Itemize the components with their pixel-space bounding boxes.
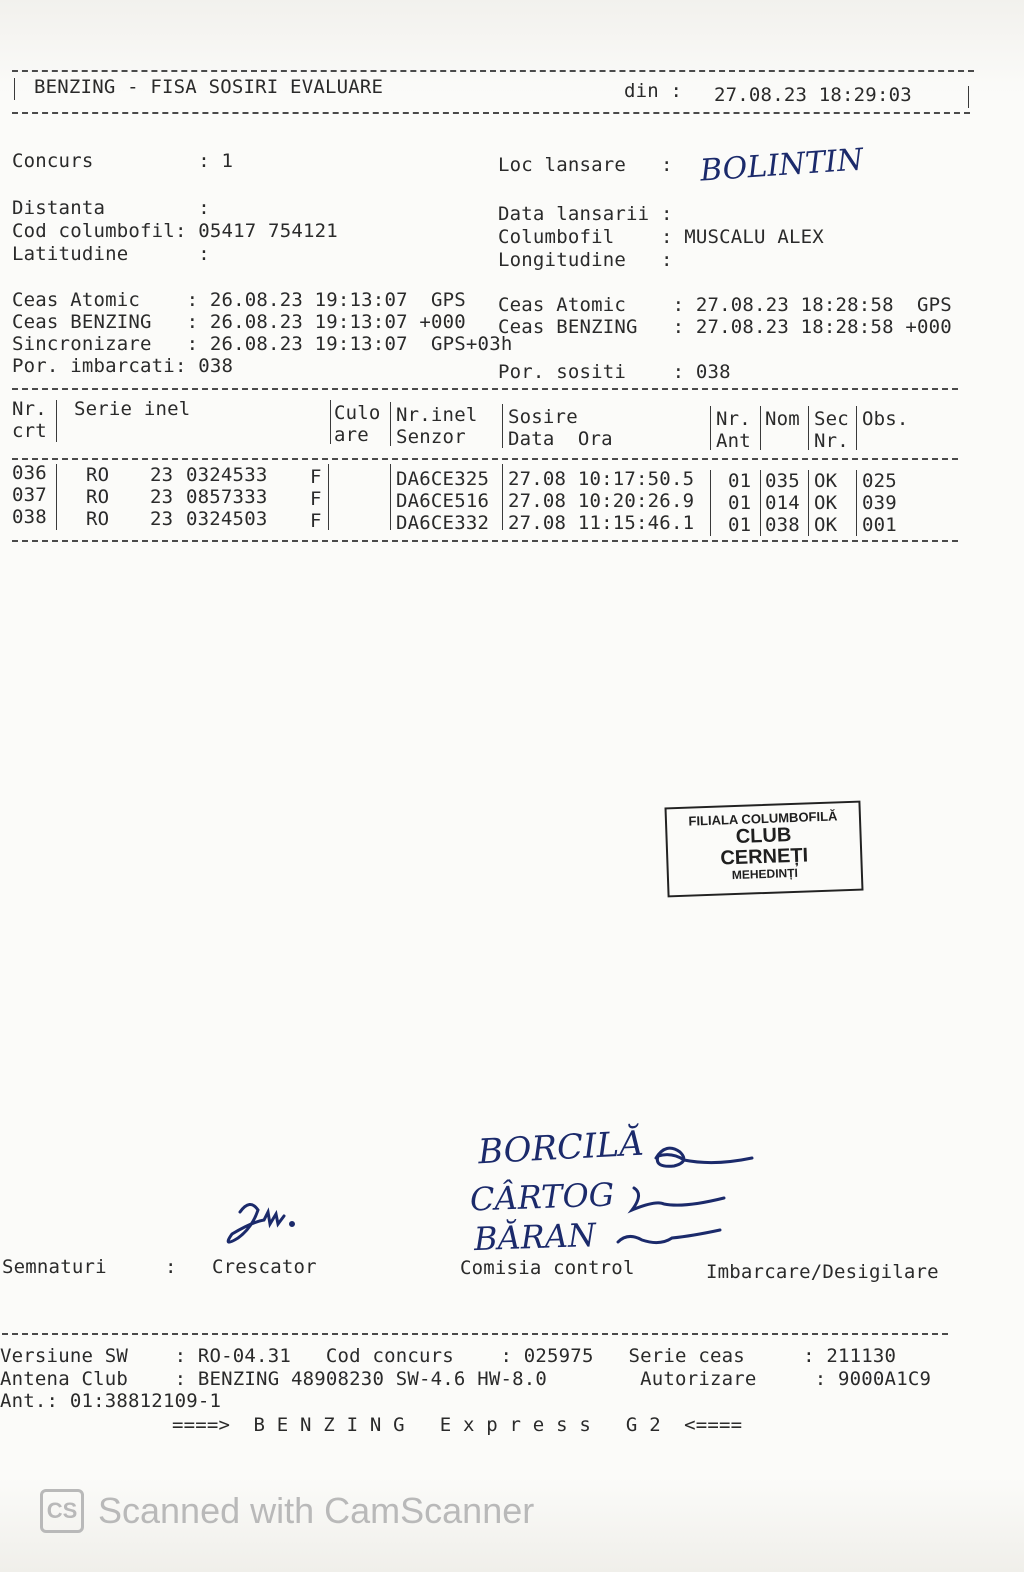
camscanner-text: Scanned with CamScanner: [98, 1490, 535, 1531]
table-cell-ant: 01: [728, 514, 752, 536]
table-cell-sec: OK: [814, 470, 838, 492]
table-cell-sec: OK: [814, 514, 838, 536]
footer-antena-line: Antena Club : BENZING 48908230 SW-4.6 HW-8.0 Autorizare : 9000A1C9: [0, 1368, 932, 1390]
divider: [2, 1333, 948, 1335]
footer-brand-line: ====> B E N Z I N G E x p r e s s G 2 <====: [172, 1414, 743, 1436]
concurs-field: Concurs : 1: [12, 150, 234, 172]
col-header-ant: Nr.: [716, 408, 751, 430]
table-cell-senzor: DA6CE325: [396, 468, 490, 490]
sincronizare-field: Sincronizare : 26.08.23 19:13:07 GPS+03h: [12, 333, 513, 355]
imbarcare-desigilare-label: Imbarcare/Desigilare: [706, 1261, 939, 1283]
columbofil-field: Columbofil : MUSCALU ALEX: [498, 226, 824, 248]
stamp-line: MEHEDINȚI: [731, 865, 799, 882]
distanta-field: Distanta :: [12, 197, 210, 219]
col-header-sec-sub: Nr.: [814, 430, 849, 452]
col-header-sosire: Sosire: [508, 406, 578, 428]
loc-lansare-label: Loc lansare :: [498, 154, 673, 176]
col-header-obs: Obs.: [862, 408, 909, 430]
ceas-benzing-right: Ceas BENZING : 27.08.23 18:28:58 +000: [498, 316, 952, 338]
table-cell-nr: 036: [12, 462, 47, 484]
table-cell-sex: F: [310, 466, 322, 488]
table-cell-inel: 0324533: [186, 464, 268, 486]
table-cell-sec: OK: [814, 492, 838, 514]
col-header-nr: Nr.: [12, 398, 47, 420]
table-cell-an: 23: [150, 486, 174, 508]
stamp-line: CLUB: [735, 823, 792, 848]
col-header-ant-sub: Ant: [716, 430, 751, 452]
table-cell-sex: F: [310, 488, 322, 510]
table-cell-ant: 01: [728, 470, 752, 492]
col-header-nom: Nom: [765, 408, 800, 430]
loc-lansare-handwritten: BOLINTIN: [698, 142, 865, 189]
table-cell-sosire: 27.08 10:17:50.5: [508, 468, 695, 490]
table-cell-nom: 035: [765, 470, 800, 492]
col-header-sec: Sec: [814, 408, 849, 430]
footer-version-line: Versiune SW : RO-04.31 Cod concurs : 025975 Serie ceas : 211130: [0, 1345, 897, 1367]
table-cell-obs: 039: [862, 492, 897, 514]
por-sositi-field: Por. sositi : 038: [498, 361, 731, 383]
camscanner-watermark: [40, 1486, 534, 1536]
handwritten-name: BĂRAN: [473, 1215, 597, 1259]
por-imbarcati-field: Por. imbarcati: 038: [12, 355, 234, 377]
table-cell-tara: RO: [86, 508, 110, 530]
table-cell-tara: RO: [86, 486, 110, 508]
latitudine-field: Latitudine :: [12, 243, 210, 265]
table-cell-nom: 038: [765, 514, 800, 536]
ceas-benzing-left: Ceas BENZING : 26.08.23 19:13:07 +000: [12, 311, 466, 333]
table-cell-nr: 038: [12, 506, 47, 528]
col-header-nrinel: Nr.inel: [396, 404, 478, 426]
camscanner-logo-icon: CS: [40, 1489, 84, 1533]
table-cell-nr: 037: [12, 484, 47, 506]
longitudine-field: Longitudine :: [498, 249, 673, 271]
table-cell-obs: 001: [862, 514, 897, 536]
table-cell-sex: F: [310, 510, 322, 532]
table-cell-an: 23: [150, 464, 174, 486]
crescator-label: Crescator: [212, 1256, 317, 1278]
table-cell-ant: 01: [728, 492, 752, 514]
table-cell-an: 23: [150, 508, 174, 530]
col-header-serie: Serie inel: [74, 398, 191, 420]
table-cell-nom: 014: [765, 492, 800, 514]
table-cell-sosire: 27.08 10:20:26.9: [508, 490, 695, 512]
date-label: din :: [624, 80, 683, 102]
table-cell-senzor: DA6CE516: [396, 490, 490, 512]
ceas-atomic-left: Ceas Atomic : 26.08.23 19:13:07 GPS: [12, 289, 466, 311]
cod-columbofil-field: Cod columbofil: 05417 754121: [12, 220, 338, 242]
col-header-nr-sub: crt: [12, 420, 47, 442]
col-header-nrinel-sub: Senzor: [396, 426, 466, 448]
table-cell-senzor: DA6CE332: [396, 512, 490, 534]
comisia-control-label: Comisia control: [460, 1257, 635, 1279]
table-cell-inel: 0324503: [186, 508, 268, 530]
semnaturi-label: Semnaturi :: [2, 1256, 177, 1278]
ceas-atomic-right: Ceas Atomic : 27.08.23 18:28:58 GPS: [498, 294, 952, 316]
handwritten-name: BORCILĂ: [477, 1123, 645, 1173]
date-value: 27.08.23 18:29:03: [714, 84, 912, 106]
document-title: BENZING - FISA SOSIRI EVALUARE: [34, 76, 384, 98]
table-cell-sosire: 27.08 11:15:46.1: [508, 512, 695, 534]
table-cell-obs: 025: [862, 470, 897, 492]
table-cell-tara: RO: [86, 464, 110, 486]
stamp-line: FILIALA COLUMBOFILĂ: [688, 808, 838, 829]
col-header-culoare-sub: are: [334, 424, 369, 446]
data-lansarii-field: Data lansarii :: [498, 203, 673, 225]
handwritten-name: CÂRTOG: [469, 1175, 615, 1219]
footer-ant-line: Ant.: 01:38812109-1: [0, 1390, 222, 1412]
stamp-line: CERNEȚI: [720, 844, 809, 870]
table-cell-inel: 0857333: [186, 486, 268, 508]
col-header-sosire-sub: Data Ora: [508, 428, 613, 450]
col-header-culoare: Culo: [334, 402, 381, 424]
